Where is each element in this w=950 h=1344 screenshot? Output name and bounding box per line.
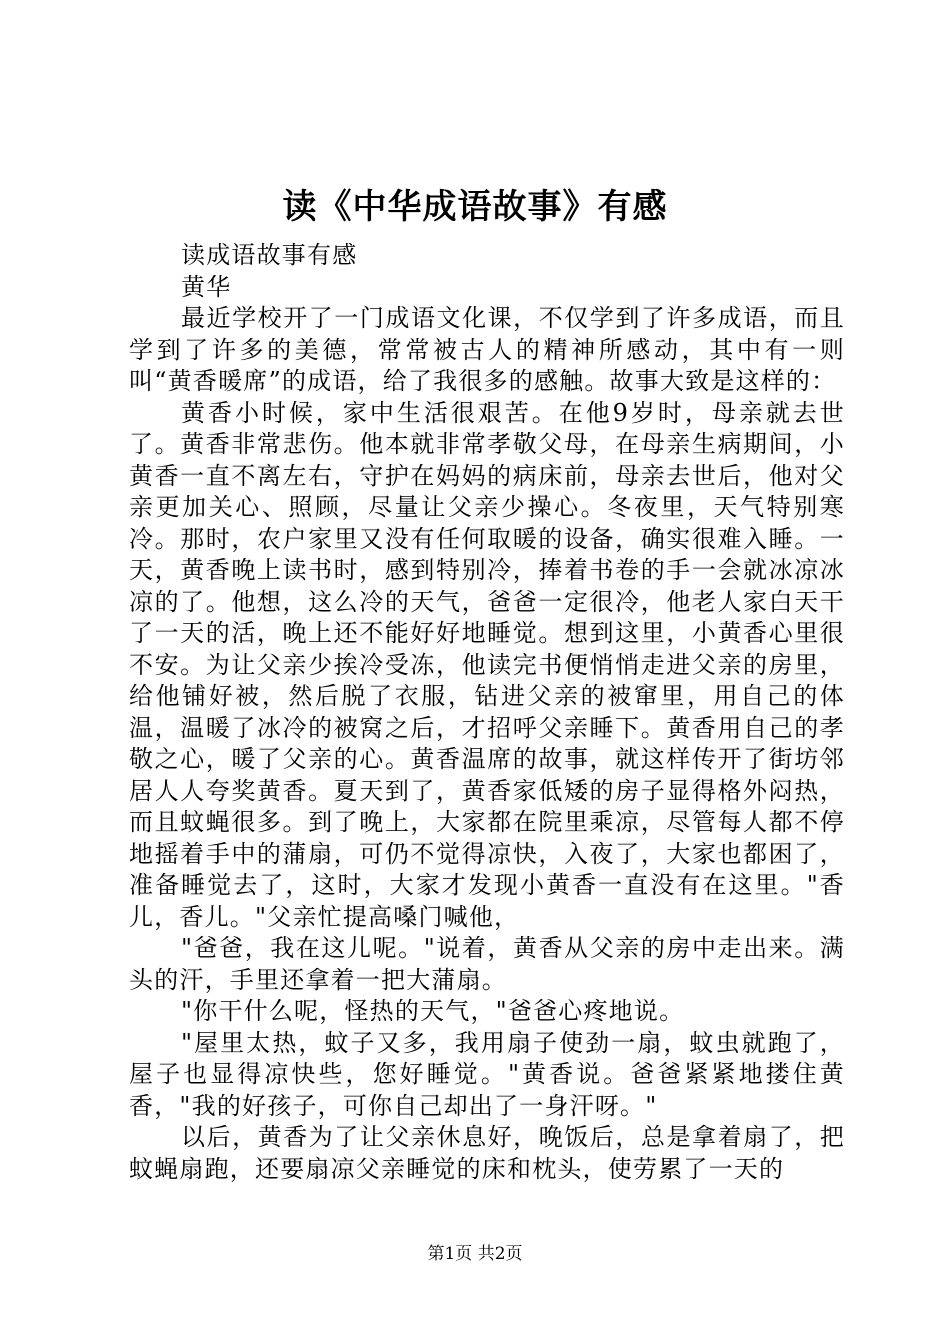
document-body (129, 240, 845, 1185)
body-paragraph: "屋里太热，蚊子又多，我用扇子使劲一扇，蚊虫就跑了，屋子也显得凉快些，您好睡觉。"黄香说。爸爸紧紧地搂住黄香，"我的好孩子，可你自己却出了一身汗呀。" (129, 1028, 845, 1120)
body-paragraph: 最近学校开了一门成语文化课，不仅学到了许多成语，而且学到了许多的美德，常常被古人的精神所感动，其中有一则叫“黄香暖席”的成语，给了我很多的感触。故事大致是这样的： (129, 304, 845, 395)
body-paragraph: "爸爸，我在这儿呢。"说着，黄香从父亲的房中走出来。满头的汗，手里还拿着一把大蒲扇。 (129, 934, 845, 994)
body-paragraph: "你干什么呢，怪热的天气，"爸爸心疼地说。 (181, 997, 685, 1025)
document-title: 读《中华成语故事》有感 (282, 187, 668, 227)
subtitle-paragraph: 读成语故事有感 (181, 241, 358, 269)
page-number-footer: 第1页 共2页 (427, 1244, 523, 1264)
author-paragraph: 黄华 (181, 272, 232, 301)
body-paragraph: 黄香小时候，家中生活很艰苦。在他9岁时，母亲就去世了。黄香非常悲伤。他本就非常孝敬父母，在母亲生病期间，小黄香一直不离左右，守护在妈妈的病床前，母亲去世后，他对父亲更加关心、照顾，尽量让父亲少操心。冬夜里，天气特别寒冷。那时，农户家里又没有任何取暖的设备，确实很难入睡。一天，黄香晚上读书时，感到特别冷，捧着书卷的手一会就冰凉冰凉的了。他想，这么冷的天气，爸爸一定很冷，他老人家白天干了一天的活，晚上还不能好好地睡觉。想到这里，小黄香心里很不安。为让父亲少挨冷受冻，他读完书便悄悄走进父亲的房里，给他铺好被，然后脱了衣服，钻进父亲的被窜里，用自己的体温，温暖了冰冷的被窝之后，才招呼父亲睡下。黄香用自己的孝敬之心，暖了父亲的心。黄香温席的故事，就这样传开了街坊邻居人人夸奖黄香。夏天到了，黄香家低矮的房子显得格外闷热，而且蚊蝇很多。到了晚上，大家都在院里乘凉，尽管每人都不停地摇着手中的蒲扇，可仍不觉得凉快，入夜了，大家也都困了，准备睡觉去了，这时，大家才发现小黄香一直没有在这里。"香儿，香儿。"父亲忙提高嗓门喊他， (129, 398, 845, 931)
body-paragraph: 以后，黄香为了让父亲休息好，晚饭后，总是拿着扇了，把蚊蝇扇跑，还要扇凉父亲睡觉的床和枕头，使劳累了一天的 (129, 1123, 845, 1183)
